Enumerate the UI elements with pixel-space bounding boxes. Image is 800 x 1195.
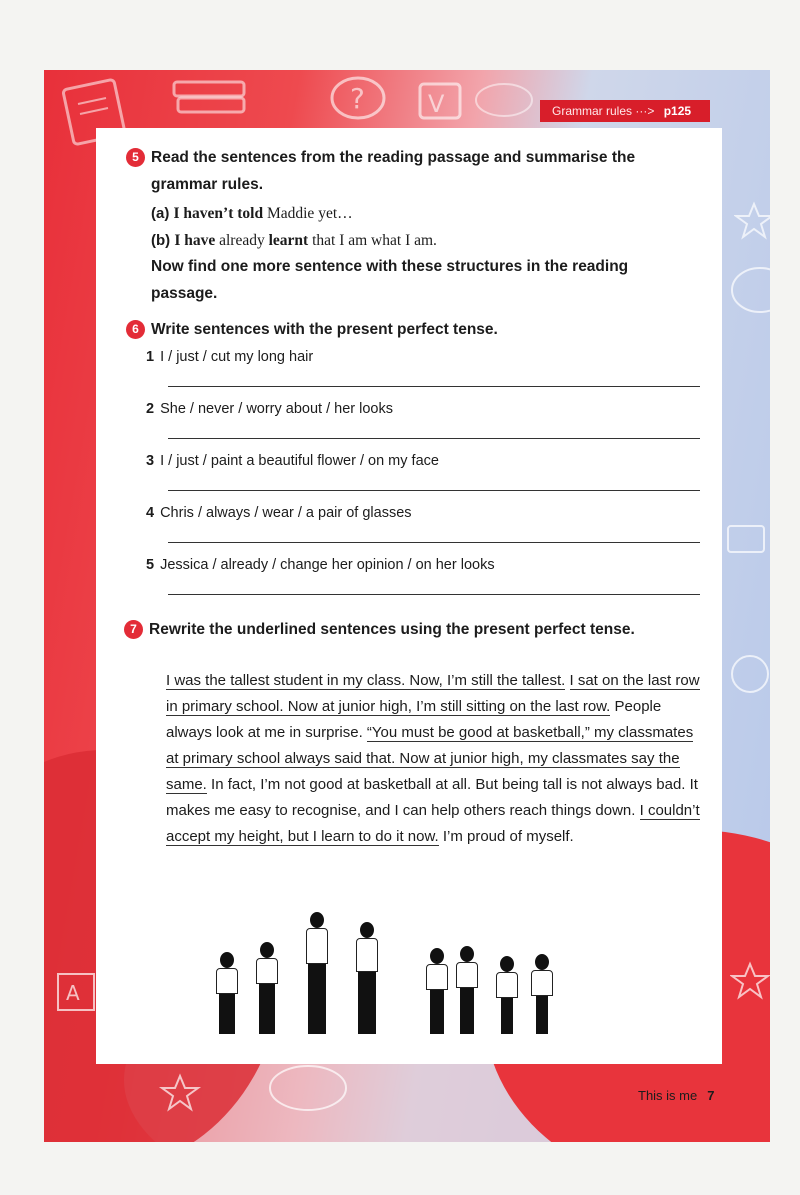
- q7-number-badge: 7: [124, 620, 143, 639]
- q5-instruction: [126, 144, 635, 171]
- q6-item-number: 4: [146, 505, 155, 521]
- page-footer: [638, 1088, 714, 1103]
- q5-sentence-b: [151, 227, 437, 254]
- svg-text:A: A: [66, 981, 80, 1005]
- page-reference: p125: [663, 104, 692, 118]
- student-figure: [216, 952, 238, 1034]
- student-figure: [426, 948, 448, 1034]
- student-figure: [531, 954, 553, 1034]
- q5-b-bold2: learnt: [268, 232, 309, 249]
- answer-line[interactable]: [168, 386, 700, 387]
- passage-text: People always look at me in surprise.: [166, 698, 662, 741]
- q5-b-rest: that I am what I am.: [308, 232, 437, 249]
- why-bubble-doodle-icon: [264, 1060, 354, 1120]
- student-figure: [256, 942, 278, 1034]
- q5-b-bold1: I have: [174, 232, 216, 249]
- grammar-rules-tag: [540, 100, 710, 122]
- q5-number-badge: 5: [126, 148, 145, 167]
- arrow-icon: ···>: [635, 104, 655, 118]
- block-doodle-icon: [52, 960, 102, 1016]
- page-number: 7: [707, 1088, 715, 1103]
- books-doodle-icon: [168, 74, 258, 124]
- q6-item-text: I / just / cut my long hair: [160, 349, 314, 365]
- student-figure: [306, 912, 328, 1034]
- question-bubble-doodle-icon: [324, 74, 394, 128]
- underlined-sentence: I sat on the last row in primary school. Now at junior high, I’m still sitting on the last row.: [166, 672, 700, 715]
- q6-item-number: 2: [146, 401, 155, 417]
- q5-instruction-line1: Read the sentences from the reading passage and summarise the: [151, 149, 636, 166]
- badge-doodle-icon: [726, 650, 770, 700]
- q6-instruction-text: Write sentences with the present perfect tense.: [151, 321, 498, 338]
- q6-item: [146, 502, 412, 524]
- passage-text: I’m proud of myself.: [438, 828, 574, 845]
- reading-passage: [166, 668, 706, 850]
- q5-instruction-line2: grammar rules.: [151, 176, 263, 193]
- student-figure: [456, 946, 478, 1034]
- q6-item-text: She / never / worry about / her looks: [160, 401, 393, 417]
- svg-text:?: ?: [350, 82, 365, 115]
- passage-text: [565, 672, 569, 689]
- exercise-card: [96, 128, 722, 1064]
- q6-item: [146, 450, 439, 472]
- q6-item: [146, 554, 495, 576]
- svg-text:V: V: [428, 90, 445, 118]
- student-figure: [356, 922, 378, 1034]
- q5-followup-line2: passage.: [151, 285, 218, 302]
- q5-a-bold: I haven’t told: [173, 205, 264, 222]
- letters-doodle-icon: [414, 74, 534, 124]
- q6-item-text: I / just / paint a beautiful flower / on my face: [160, 453, 439, 469]
- q6-item-number: 3: [146, 453, 155, 469]
- q5-b-label: (b): [151, 232, 171, 249]
- q5-a-rest: Maddie yet…: [263, 205, 353, 222]
- answer-line[interactable]: [168, 490, 700, 491]
- underlined-sentence: “You must be good at basketball,” my classmates at primary school always said that. Now at junior high, my classmates say the same.: [166, 724, 694, 793]
- star-doodle-icon: [730, 960, 770, 1000]
- q6-item-number: 1: [146, 349, 155, 365]
- diary-doodle-icon: [724, 520, 768, 560]
- q6-item-text: Jessica / already / change her opinion / on her looks: [160, 557, 495, 573]
- answer-line[interactable]: [168, 594, 700, 595]
- q6-instruction: [126, 316, 498, 343]
- q5-sentence-a: [151, 200, 353, 227]
- students-illustration: [216, 898, 576, 1034]
- star-doodle-icon: [734, 200, 770, 240]
- q6-number-badge: 6: [126, 320, 145, 339]
- q5-followup-line1: Now find one more sentence with these structures in the reading: [151, 258, 629, 275]
- unit-title: This is me: [638, 1088, 698, 1103]
- q6-item: [146, 398, 393, 420]
- q5-b-mid: already: [215, 232, 269, 249]
- speech-bubble-doodle-icon: [728, 260, 770, 320]
- textbook-page: [44, 70, 770, 1142]
- underlined-sentence: I couldn’t accept my height, but I learn to do it now.: [166, 802, 700, 845]
- q5-a-label: (a): [151, 205, 170, 222]
- q6-item-number: 5: [146, 557, 155, 573]
- answer-line[interactable]: [168, 438, 700, 439]
- student-figure: [496, 956, 518, 1034]
- q7-instruction-text: Rewrite the underlined sentences using the present perfect tense.: [149, 621, 635, 638]
- grammar-rules-label: Grammar rules: [552, 104, 633, 118]
- passage-text: In fact, I’m not good at basketball at all. But being tall is not always bad. It makes me easy to recognise, and I can help others reach things down.: [166, 776, 698, 819]
- q7-instruction: [124, 616, 635, 643]
- underlined-sentence: I was the tallest student in my class. Now, I’m still the tallest.: [166, 672, 566, 689]
- answer-line[interactable]: [168, 542, 700, 543]
- q6-item: [146, 346, 313, 368]
- q6-item-text: Chris / always / wear / a pair of glasses: [160, 505, 412, 521]
- star-doodle-icon: [154, 1070, 214, 1120]
